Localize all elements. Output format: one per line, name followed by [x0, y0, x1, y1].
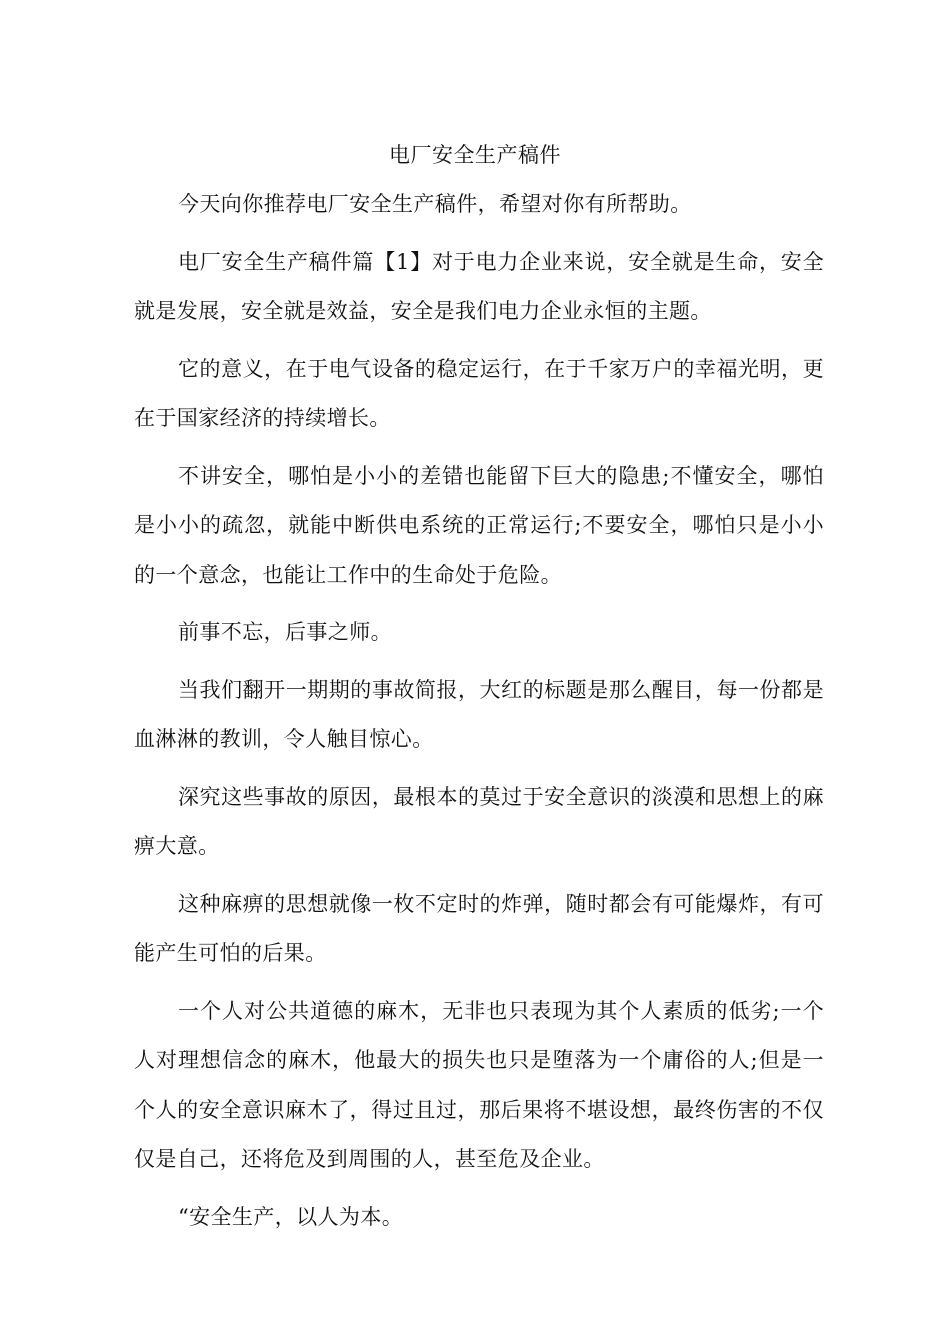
paragraph-4: 前事不忘，后事之师。	[178, 620, 392, 644]
paragraph-9: “安全生产，以人为本。	[178, 1204, 404, 1229]
paragraph-5: 当我们翻开一期期的事故简报，大红的标题是那么醒目，每一份都是血淋淋的教训，令人触目惊心。	[134, 677, 824, 751]
paragraph-intro: 今天向你推荐电厂安全生产稿件，希望对你有所帮助。	[178, 192, 692, 216]
document-title: 电厂安全生产稿件	[389, 143, 561, 167]
paragraph-1: 电厂安全生产稿件篇【1】对于电力企业来说，安全就是生命，安全就是发展，安全就是效益，安全是我们电力企业永恒的主题。	[134, 249, 824, 323]
paragraph-7: 这种麻痹的思想就像一枚不定时的炸弹，随时都会有可能爆炸，有可能产生可怕的后果。	[134, 891, 824, 965]
paragraph-8: 一个人对公共道德的麻木，无非也只表现为其个人素质的低劣;一个人对理想信念的麻木，他最大的损失也只是堕落为一个庸俗的人;但是一个人的安全意识麻木了，得过且过，那后果将不堪设想，最终伤害的不仅仅是自己，还将危及到周围的人，甚至危及企业。	[134, 998, 824, 1171]
document-body	[134, 180, 824, 1250]
paragraph-6: 深究这些事故的原因，最根本的莫过于安全意识的淡漠和思想上的麻痹大意。	[134, 784, 824, 858]
paragraph-3: 不讲安全，哪怕是小小的差错也能留下巨大的隐患;不懂安全，哪怕是小小的疏忽，就能中断供电系统的正常运行;不要安全，哪怕只是小小的一个意念，也能让工作中的生命处于危险。	[134, 463, 824, 587]
paragraph-2: 它的意义，在于电气设备的稳定运行，在于千家万户的幸福光明，更在于国家经济的持续增长。	[134, 356, 824, 430]
